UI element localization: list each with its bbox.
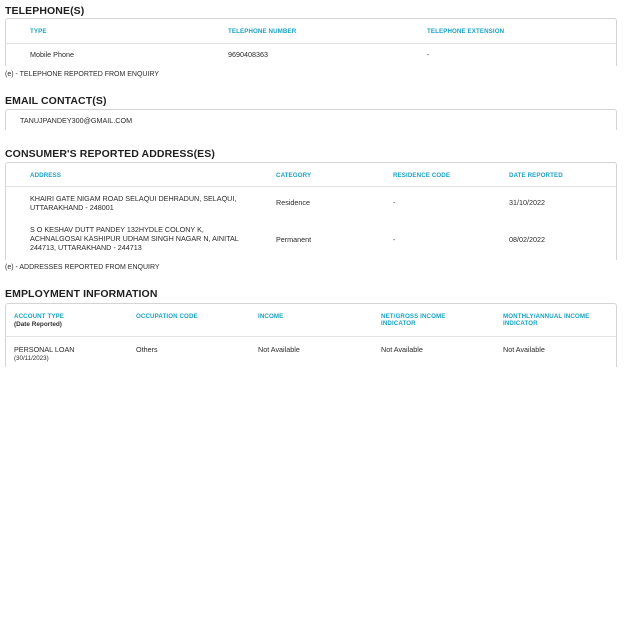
address-line-part: ACHNALGOSAI KASHIPUR UDHAM SINGH NAGAR N, AINITAL (30, 234, 239, 243)
employment-title: EMPLOYMENT INFORMATION (5, 288, 158, 300)
header-income: INCOME (258, 313, 284, 320)
header-monthly-annual-indicator (503, 314, 589, 327)
header-residence-code: RESIDENCE CODE (393, 172, 451, 179)
header-divider (6, 186, 616, 187)
phone-type: Mobile Phone (30, 50, 74, 59)
telephones-note: (e) - TELEPHONE REPORTED FROM ENQUIRY (5, 71, 160, 78)
employment-monthly-annual: Not Available (503, 345, 545, 354)
address-category: Residence (276, 198, 310, 207)
email-table (5, 109, 617, 130)
phone-extension: - (427, 50, 430, 59)
address-line-part: 244713, UTTARAKHAND - 244713 (30, 243, 142, 252)
header-account-type-sub: (Date Reported) (14, 321, 62, 328)
email-address: TANUJPANDEY300@GMAIL.COM (20, 116, 133, 125)
header-address: ADDRESS (30, 172, 61, 179)
email-title: EMAIL CONTACT(S) (5, 95, 107, 107)
employment-occupation: Others (136, 345, 158, 354)
address-date: 08/02/2022 (509, 235, 545, 244)
employment-account-type: PERSONAL LOAN (14, 345, 75, 354)
header-line: NET/GROSS INCOME (381, 313, 446, 320)
address-residence-code: - (393, 198, 396, 207)
address-category: Permanent (276, 235, 312, 244)
address-line (30, 194, 270, 212)
address-line-part: KHAIRI GATE NIGAM ROAD SELAQUI DEHRADUN, SELAQUI, (30, 194, 237, 203)
phone-number: 9690408363 (228, 50, 268, 59)
header-line: INDICATOR (503, 319, 538, 327)
header-telephone-number: TELEPHONE NUMBER (228, 28, 297, 35)
header-telephone-extension: TELEPHONE EXTENSION (427, 28, 505, 35)
employment-income: Not Available (258, 345, 300, 354)
telephones-title: TELEPHONE(S) (5, 5, 85, 17)
address-residence-code: - (393, 235, 396, 244)
employment-table (5, 303, 617, 367)
address-line-part: UTTARAKHAND - 248001 (30, 203, 114, 212)
address-date: 31/10/2022 (509, 198, 545, 207)
header-type: TYPE (30, 28, 47, 35)
telephones-table (5, 18, 617, 66)
employment-date-reported: (30/11/2023) (14, 355, 49, 362)
address-line-part: S O KESHAV DUTT PANDEY 132HYDLE COLONY K, (30, 225, 204, 234)
header-occupation-code: OCCUPATION CODE (136, 313, 198, 320)
header-account-type: ACCOUNT TYPE (14, 313, 65, 320)
header-net-gross-indicator (381, 314, 446, 327)
header-category: CATEGORY (276, 172, 312, 179)
header-line: INDICATOR (381, 319, 416, 327)
employment-net-gross: Not Available (381, 345, 423, 354)
address-line (30, 225, 275, 252)
header-line: MONTHLY/ANNUAL INCOME (503, 313, 590, 320)
addresses-title: CONSUMER'S REPORTED ADDRESS(ES) (5, 148, 215, 160)
header-date-reported: DATE REPORTED (509, 172, 563, 179)
header-divider (6, 336, 616, 337)
addresses-table (5, 162, 617, 260)
header-divider (6, 43, 616, 44)
addresses-note: (e) - ADDRESSES REPORTED FROM ENQUIRY (5, 264, 160, 271)
